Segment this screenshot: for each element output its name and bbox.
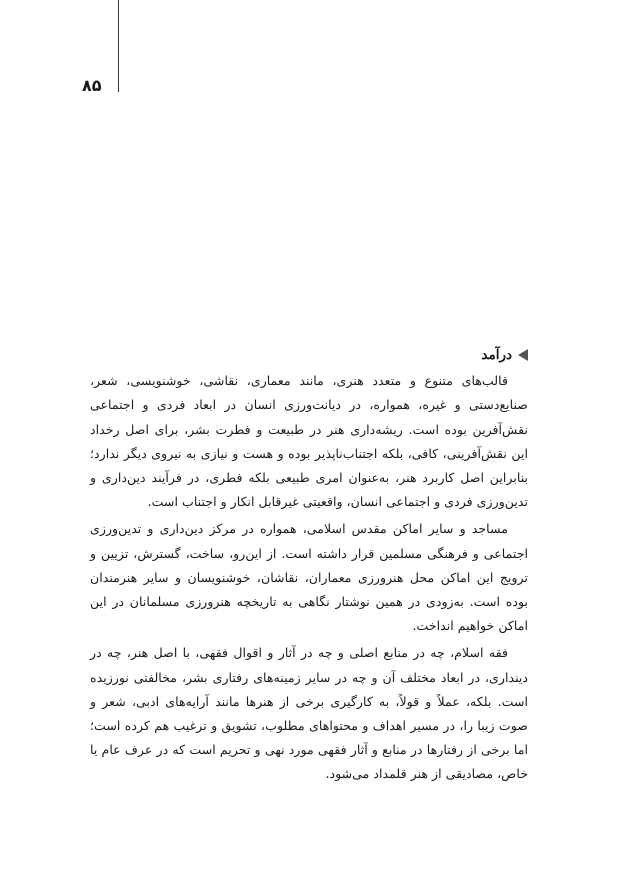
page-number: ۸۵ <box>82 76 102 95</box>
section-heading <box>90 343 528 367</box>
header-rule <box>118 0 119 92</box>
paragraph-1: قالب‌های متنوع و متعدد هنری، مانند معماری، نقاشی، خوشنویسی، شعر، صنایع‌دستی و غیره، همواره، در دیانت‌ورزی انسان در ابعاد فردی و اجتماعی نقش‌آفرین بوده است. ریشه‌داری هنر در طبیعت و فطرت بشر، برای اصل رخداد این نقش‌آفرینی، کافی، بلکه اجتناب‌ناپذیر بوده و هست و نیازی به نیروی دیگر ندارد؛ بنابراین اصل کاربرد هنر، به‌عنوان امری طبیعی بلکه فطری، در فرآیند دین‌داری و تدین‌ورزی فردی و اجتماعی انسان، واقعیتی غیرقابل انکار و اجتناب است. <box>90 373 528 510</box>
paragraph-2: مساجد و سایر اماکن مقدس اسلامی، همواره در مرکز دین‌داری و تدین‌ورزی اجتماعی و فرهنگی مسلمین قرار داشته است. از این‌رو، ساخت، گسترش، تزیین و ترویج این اماکن محل هنرورزی معماران، نقاشان، خوشنویسان و سایر هنرمندان بوده است. به‌زودی در همین نوشتار نگاهی به تاریخچه هنرورزی مسلمانان در این اماکن خواهیم انداخت. <box>90 521 528 634</box>
section-heading-text: درآمد <box>481 347 512 363</box>
main-content <box>90 343 528 787</box>
paragraph-3: فقه اسلام، چه در منابع اصلی و چه در آثار و اقوال فقهی، با اصل هنر، چه در دینداری، در ابعاد مختلف آن و چه در سایر زمینه‌های رفتاری بشر، مخالفتی نورزیده است. بلکه، عملاً و قولاً، به کارگیری برخی از هنرها مانند آرایه‌های ادبی، شعر و صوت زیبا را، در مسیر اهداف و محتواهای مطلوب، تشویق و ترغیب هم کرده است؛ اما برخی از رفتارها در منابع و آثار فقهی مورد نهی و تحریم است که در عرف عام یا خاص، مصادیقی از هنر قلمداد می‌شود. <box>90 645 528 782</box>
heading-marker-icon <box>518 349 528 361</box>
